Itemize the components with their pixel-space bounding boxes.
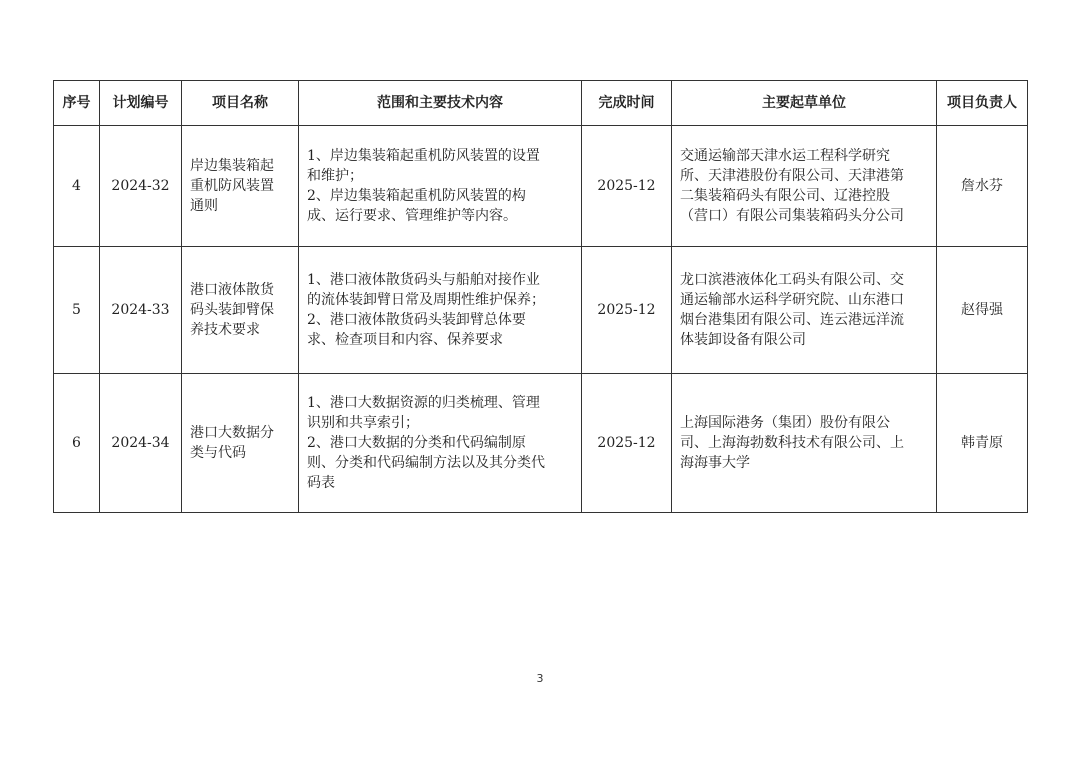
header-name: 项目名称 — [182, 81, 299, 126]
cell-scope — [299, 374, 582, 513]
header-units: 主要起草单位 — [672, 81, 937, 126]
units-line: 烟台港集团有限公司、连云港远洋流 — [680, 312, 904, 328]
cell-units — [672, 126, 937, 247]
cell-plan-no: 2024-34 — [100, 374, 182, 513]
cell-seq: 4 — [54, 126, 100, 247]
scope-line: 2、岸边集装箱起重机防风装置的构 — [307, 188, 526, 204]
cell-name — [182, 247, 299, 374]
cell-seq: 6 — [54, 374, 100, 513]
scope-line: 码表 — [307, 475, 335, 491]
units-line: 龙口滨港液体化工码头有限公司、交 — [680, 272, 904, 288]
table-header-row — [54, 81, 1028, 126]
scope-line: 1、岸边集装箱起重机防风装置的设置 — [307, 148, 540, 164]
units-line: 通运输部水运科学研究院、山东港口 — [680, 292, 904, 308]
scope-line: 求、检查项目和内容、保养要求 — [307, 332, 503, 348]
project-plan-table — [53, 80, 1028, 513]
scope-line: 则、分类和代码编制方法以及其分类代 — [307, 455, 545, 471]
name-line: 港口大数据分 — [190, 425, 274, 441]
table-row — [54, 374, 1028, 513]
name-line: 港口液体散货 — [190, 282, 274, 298]
cell-finish: 2025-12 — [582, 247, 672, 374]
cell-scope — [299, 126, 582, 247]
scope-line: 的流体装卸臂日常及周期性维护保养； — [307, 292, 545, 308]
name-line: 重机防风装置 — [190, 178, 274, 194]
name-line: 码头装卸臂保 — [190, 302, 274, 318]
scope-line: 1、港口液体散货码头与船舶对接作业 — [307, 272, 540, 288]
cell-lead: 詹水芬 — [937, 126, 1028, 247]
table-row — [54, 247, 1028, 374]
cell-finish: 2025-12 — [582, 126, 672, 247]
units-line: 所、天津港股份有限公司、天津港第 — [680, 168, 904, 184]
cell-lead: 赵得强 — [937, 247, 1028, 374]
units-line: 体装卸设备有限公司 — [680, 332, 806, 348]
table-row — [54, 126, 1028, 247]
name-line: 岸边集装箱起 — [190, 158, 274, 174]
cell-name — [182, 374, 299, 513]
name-line: 养技术要求 — [190, 322, 260, 338]
units-line: （营口）有限公司集装箱码头分公司 — [680, 208, 904, 224]
scope-line: 识别和共享索引； — [307, 415, 419, 431]
scope-line: 和维护； — [307, 168, 363, 184]
units-line: 二集装箱码头有限公司、辽港控股 — [680, 188, 890, 204]
units-line: 海海事大学 — [680, 455, 750, 471]
scope-line: 1、港口大数据资源的归类梳理、管理 — [307, 395, 540, 411]
header-scope: 范围和主要技术内容 — [299, 81, 582, 126]
cell-units — [672, 374, 937, 513]
scope-line: 2、港口液体散货码头装卸臂总体要 — [307, 312, 526, 328]
page-number: 3 — [536, 672, 544, 685]
name-line: 类与代码 — [190, 445, 246, 461]
cell-units — [672, 247, 937, 374]
cell-lead: 韩青原 — [937, 374, 1028, 513]
cell-plan-no: 2024-33 — [100, 247, 182, 374]
units-line: 交通运输部天津水运工程科学研究 — [680, 148, 890, 164]
header-plan-no: 计划编号 — [100, 81, 182, 126]
cell-seq: 5 — [54, 247, 100, 374]
cell-name — [182, 126, 299, 247]
scope-line: 2、港口大数据的分类和代码编制原 — [307, 435, 526, 451]
header-lead: 项目负责人 — [937, 81, 1028, 126]
cell-scope — [299, 247, 582, 374]
cell-finish: 2025-12 — [582, 374, 672, 513]
name-line: 通则 — [190, 198, 218, 214]
units-line: 司、上海海勃数科技术有限公司、上 — [680, 435, 904, 451]
header-finish: 完成时间 — [582, 81, 672, 126]
cell-plan-no: 2024-32 — [100, 126, 182, 247]
scope-line: 成、运行要求、管理维护等内容。 — [307, 208, 517, 224]
header-seq: 序号 — [54, 81, 100, 126]
units-line: 上海国际港务（集团）股份有限公 — [680, 415, 890, 431]
